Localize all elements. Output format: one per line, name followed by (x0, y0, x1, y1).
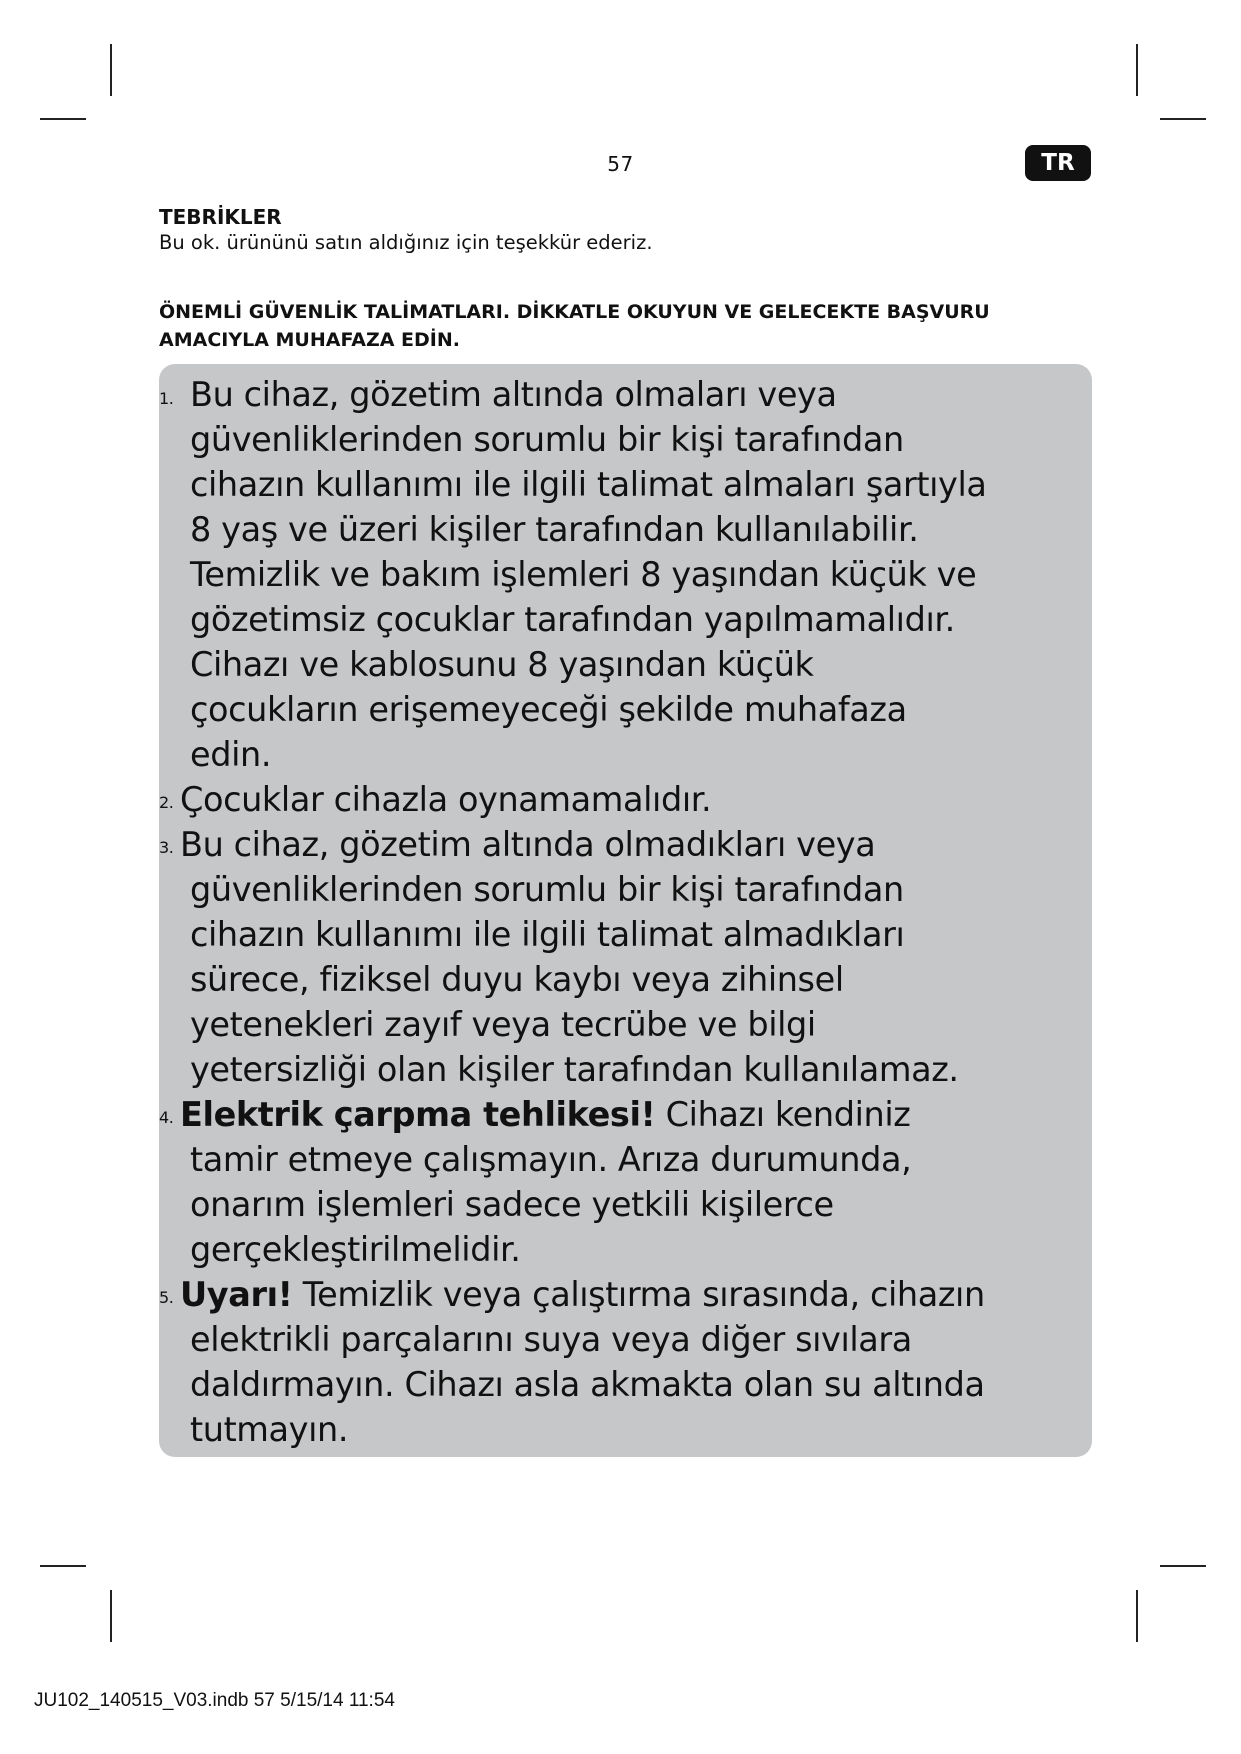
page-number: 57 (607, 152, 634, 176)
item-line: Cihazı ve kablosunu 8 yaşından küçük (190, 645, 814, 684)
item-text: Cihazı kendiniz (655, 1095, 911, 1134)
safety-heading-line: ÖNEMLİ GÜVENLİK TALİMATLARI. DİKKATLE OKUYUN VE GELECEKTE BAŞVURU (159, 301, 990, 323)
item-line: gözetimsiz çocuklar tarafından yapılmamalıdır. (190, 600, 955, 639)
item-number: 3. (159, 838, 174, 857)
item-number: 2. (159, 793, 174, 812)
safety-heading-line: AMACIYLA MUHAFAZA EDİN. (159, 329, 460, 351)
item-line: gerçekleştirilmelidir. (190, 1230, 521, 1269)
item-line: onarım işlemleri sadece yetkili kişilerce (190, 1185, 834, 1224)
safety-list (159, 372, 1092, 1452)
item-line: tutmayın. (190, 1410, 349, 1449)
safety-item-4 (159, 1092, 1092, 1272)
item-line: sürece, fiziksel duyu kaybı veya zihinsel (190, 960, 844, 999)
item-line: cihazın kullanımı ile ilgili talimat almadıkları (190, 915, 905, 954)
item-number: 5. (159, 1288, 174, 1307)
safety-item-5 (159, 1272, 1092, 1452)
item-line: yetersizliği olan kişiler tarafından kullanılamaz. (190, 1050, 959, 1089)
item-text: Temizlik veya çalıştırma sırasında, cihazın (292, 1275, 985, 1314)
item-number: 4. (159, 1108, 174, 1127)
warning-label: Elektrik çarpma tehlikesi! (180, 1095, 656, 1134)
safety-item-2 (159, 777, 1092, 822)
crop-mark (1136, 44, 1138, 96)
congrats-text: Bu ok. ürününü satın aldığınız için teşekkür ederiz. (159, 231, 653, 254)
item-line: tamir etmeye çalışmayın. Arıza durumunda, (190, 1140, 912, 1179)
safety-item-3 (159, 822, 1092, 1092)
crop-mark (1136, 1590, 1138, 1642)
item-line: Bu cihaz, gözetim altında olmaları veya (190, 375, 837, 414)
congrats-title: TEBRİKLER (159, 205, 282, 229)
language-badge: TR (1025, 145, 1091, 181)
crop-mark (1160, 118, 1206, 120)
item-line: çocukların erişemeyeceği şekilde muhafaza (190, 690, 907, 729)
item-line: güvenliklerinden sorumlu bir kişi tarafından (190, 870, 904, 909)
item-line: yetenekleri zayıf veya tecrübe ve bilgi (190, 1005, 816, 1044)
crop-mark (110, 1590, 112, 1642)
item-first-line (159, 1272, 1092, 1317)
item-line: elektrikli parçalarını suya veya diğer sıvılara (190, 1320, 912, 1359)
item-number: 1. (159, 389, 174, 408)
item-line: Bu cihaz, gözetim altında olmadıkları veya (180, 825, 876, 864)
safety-item-1 (159, 372, 1092, 777)
item-line: daldırmayın. Cihazı asla akmakta olan su altında (190, 1365, 985, 1404)
crop-mark (110, 44, 112, 96)
item-line: Temizlik ve bakım işlemleri 8 yaşından küçük ve (190, 555, 977, 594)
print-slug: JU102_140515_V03.indb 57 5/15/14 11:54 (34, 1690, 395, 1711)
item-line: edin. (190, 735, 272, 774)
item-line: güvenliklerinden sorumlu bir kişi tarafından (190, 420, 904, 459)
crop-mark (40, 118, 86, 120)
item-line: cihazın kullanımı ile ilgili talimat almaları şartıyla (190, 465, 987, 504)
safety-instructions-box (159, 364, 1092, 1457)
warning-label: Uyarı! (180, 1275, 293, 1314)
item-line: Çocuklar cihazla oynamamalıdır. (180, 780, 712, 819)
safety-heading (159, 298, 1089, 354)
item-line: 8 yaş ve üzeri kişiler tarafından kullanılabilir. (190, 510, 919, 549)
item-first-line (159, 1092, 1092, 1137)
crop-mark (1160, 1565, 1206, 1567)
crop-mark (40, 1565, 86, 1567)
